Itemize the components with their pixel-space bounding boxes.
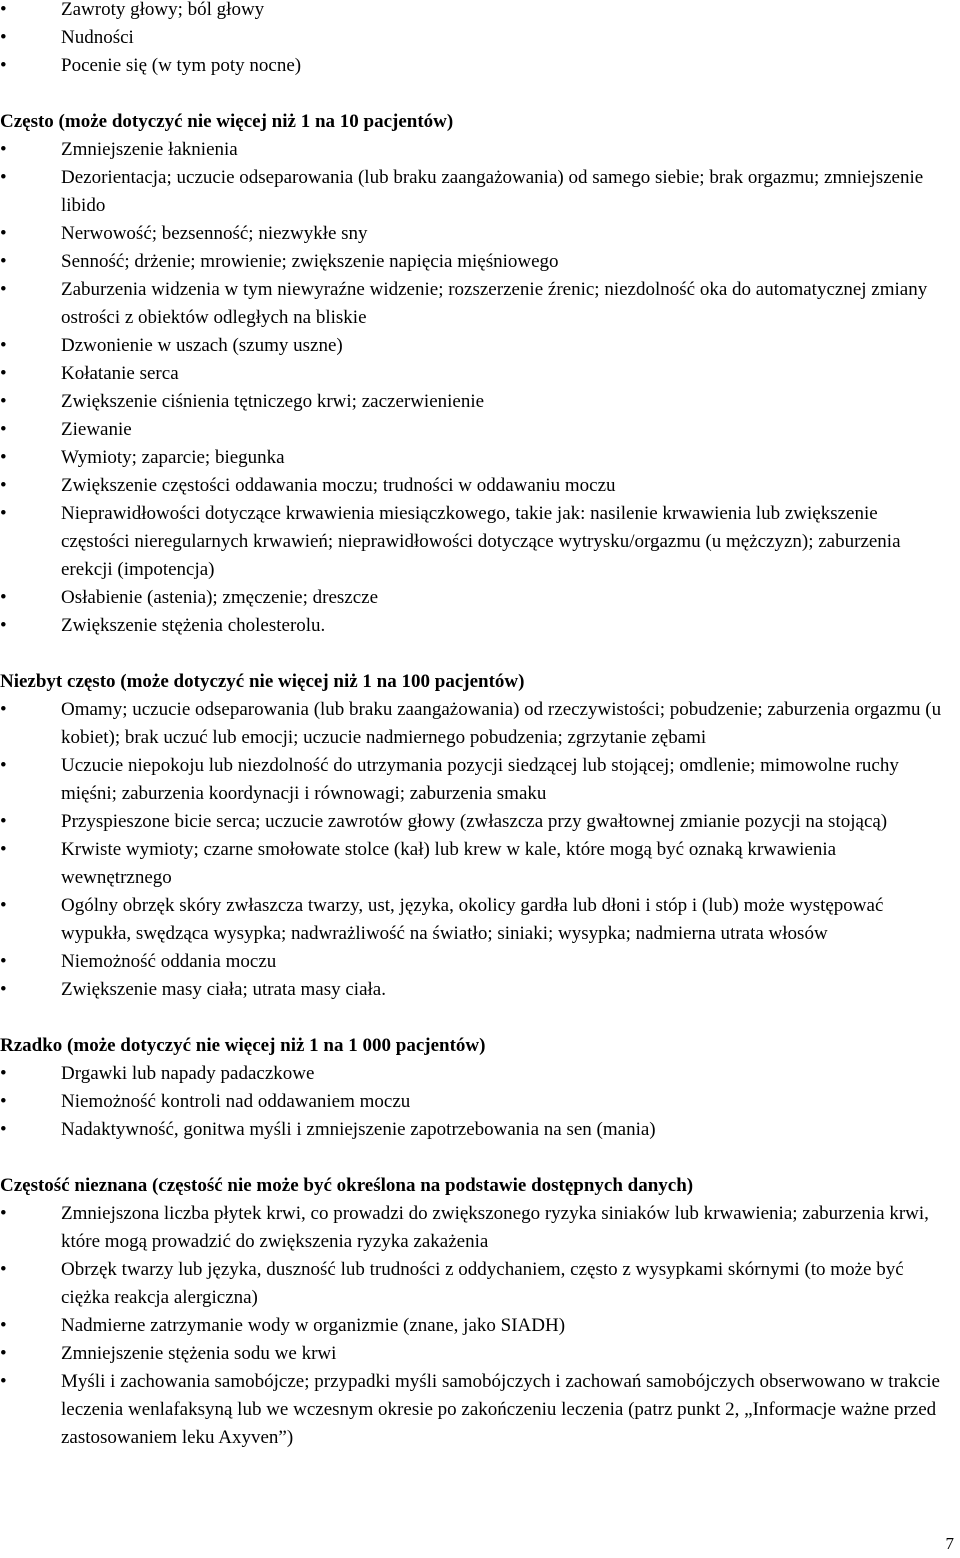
side-effect-list bbox=[0, 1200, 950, 1452]
section-spacer bbox=[0, 1144, 950, 1172]
list-item: • Uczucie niepokoju lub niezdolność do utrzymania pozycji siedzącej lub stojącej; omdlenie; mimowolne ruchy mięśni; zaburzenia koordynacji i równowagi; zaburzenia smaku bbox=[0, 752, 950, 808]
page-number: 7 bbox=[945, 1534, 954, 1553]
side-effect-list bbox=[0, 0, 950, 80]
section bbox=[0, 1144, 950, 1452]
list-item: • Krwiste wymioty; czarne smołowate stolce (kał) lub krew w kale, które mogą być oznaką krwawienia wewnętrznego bbox=[0, 836, 950, 892]
list-item: • Senność; drżenie; mrowienie; zwiększenie napięcia mięśniowego bbox=[0, 248, 950, 276]
list-item: • Przyspieszone bicie serca; uczucie zawrotów głowy (zwłaszcza przy gwałtownej zmianie pozycji na stojącą) bbox=[0, 808, 950, 836]
list-item: • Ziewanie bbox=[0, 416, 950, 444]
list-item: • Zwiększenie stężenia cholesterolu. bbox=[0, 612, 950, 640]
list-item: • Kołatanie serca bbox=[0, 360, 950, 388]
section bbox=[0, 1004, 950, 1144]
list-item: • Zmniejszenie stężenia sodu we krwi bbox=[0, 1340, 950, 1368]
list-item: • Zwiększenie masy ciała; utrata masy ciała. bbox=[0, 976, 950, 1004]
list-item: • Nadaktywność, gonitwa myśli i zmniejszenie zapotrzebowania na sen (mania) bbox=[0, 1116, 950, 1144]
section-spacer bbox=[0, 1004, 950, 1032]
list-item: • Nerwowość; bezsenność; niezwykłe sny bbox=[0, 220, 950, 248]
list-item: • Drgawki lub napady padaczkowe bbox=[0, 1060, 950, 1088]
list-item: • Niemożność oddania moczu bbox=[0, 948, 950, 976]
list-item: • Zaburzenia widzenia w tym niewyraźne widzenie; rozszerzenie źrenic; niezdolność oka do automatycznej zmiany ostrości z obiektów odległych na bliskie bbox=[0, 276, 950, 332]
list-item: • Obrzęk twarzy lub języka, duszność lub trudności z oddychaniem, często z wysypkami skórnymi (to może być ciężka reakcja alergiczna) bbox=[0, 1256, 950, 1312]
list-item: • Nieprawidłowości dotyczące krwawienia miesiączkowego, takie jak: nasilenie krwawienia lub zwiększenie częstości nieregularnych krwawień; nieprawidłowości dotyczące wytrysku/orgazmu (u mężczyzn); zaburzenia erekcji (impotencja) bbox=[0, 500, 950, 584]
frequency-heading: Często (może dotyczyć nie więcej niż 1 na 10 pacjentów) bbox=[0, 111, 454, 132]
side-effect-list bbox=[0, 696, 950, 1004]
section bbox=[0, 80, 950, 640]
section bbox=[0, 640, 950, 1004]
list-item: • Nadmierne zatrzymanie wody w organizmie (znane, jako SIADH) bbox=[0, 1312, 950, 1340]
list-item: • Myśli i zachowania samobójcze; przypadki myśli samobójczych i zachowań samobójczych obserwowano w trakcie leczenia wenlafaksyną lub we wczesnym okresie po zakończeniu leczenia (patrz punkt 2, „Informacje ważne przed zastosowaniem leku Axyven”) bbox=[0, 1368, 950, 1452]
list-item: • Dezorientacja; uczucie odseparowania (lub braku zaangażowania) od samego siebie; brak orgazmu; zmniejszenie libido bbox=[0, 164, 950, 220]
list-item: • Dzwonienie w uszach (szumy uszne) bbox=[0, 332, 950, 360]
list-item: • Zmniejszenie łaknienia bbox=[0, 136, 950, 164]
list-item: • Wymioty; zaparcie; biegunka bbox=[0, 444, 950, 472]
list-item: • Ogólny obrzęk skóry zwłaszcza twarzy, ust, języka, okolicy gardła lub dłoni i stóp i (lub) może występować wypukła, swędząca wysypka; nadwrażliwość na światło; siniaki; wysypka; nadmierna utrata włosów bbox=[0, 892, 950, 948]
side-effect-list bbox=[0, 136, 950, 640]
list-item: • Omamy; uczucie odseparowania (lub braku zaangażowania) od rzeczywistości; pobudzenie; zaburzenia orgazmu (u kobiet); brak uczuć lub emocji; uczucie nadmiernego pobudzenia; zgrzytanie zębami bbox=[0, 696, 950, 752]
list-item: • Niemożność kontroli nad oddawaniem moczu bbox=[0, 1088, 950, 1116]
frequency-heading: Rzadko (może dotyczyć nie więcej niż 1 na 1 000 pacjentów) bbox=[0, 1035, 486, 1056]
list-item: • Nudności bbox=[0, 24, 950, 52]
list-item: • Pocenie się (w tym poty nocne) bbox=[0, 52, 950, 80]
side-effect-list bbox=[0, 1060, 950, 1144]
frequency-heading: Niezbyt często (może dotyczyć nie więcej niż 1 na 100 pacjentów) bbox=[0, 671, 525, 692]
list-item: • Zwiększenie ciśnienia tętniczego krwi; zaczerwienienie bbox=[0, 388, 950, 416]
section bbox=[0, 0, 950, 80]
section-spacer bbox=[0, 80, 950, 108]
list-item: • Zmniejszona liczba płytek krwi, co prowadzi do zwiększonego ryzyka siniaków lub krwawienia; zaburzenia krwi, które mogą prowadzić do zwiększenia ryzyka zakażenia bbox=[0, 1200, 950, 1256]
frequency-heading: Częstość nieznana (częstość nie może być określona na podstawie dostępnych danych) bbox=[0, 1175, 694, 1196]
list-item: • Zwiększenie częstości oddawania moczu; trudności w oddawaniu moczu bbox=[0, 472, 950, 500]
list-item: • Osłabienie (astenia); zmęczenie; dreszcze bbox=[0, 584, 950, 612]
section-spacer bbox=[0, 640, 950, 668]
list-item: • Zawroty głowy; ból głowy bbox=[0, 0, 950, 24]
